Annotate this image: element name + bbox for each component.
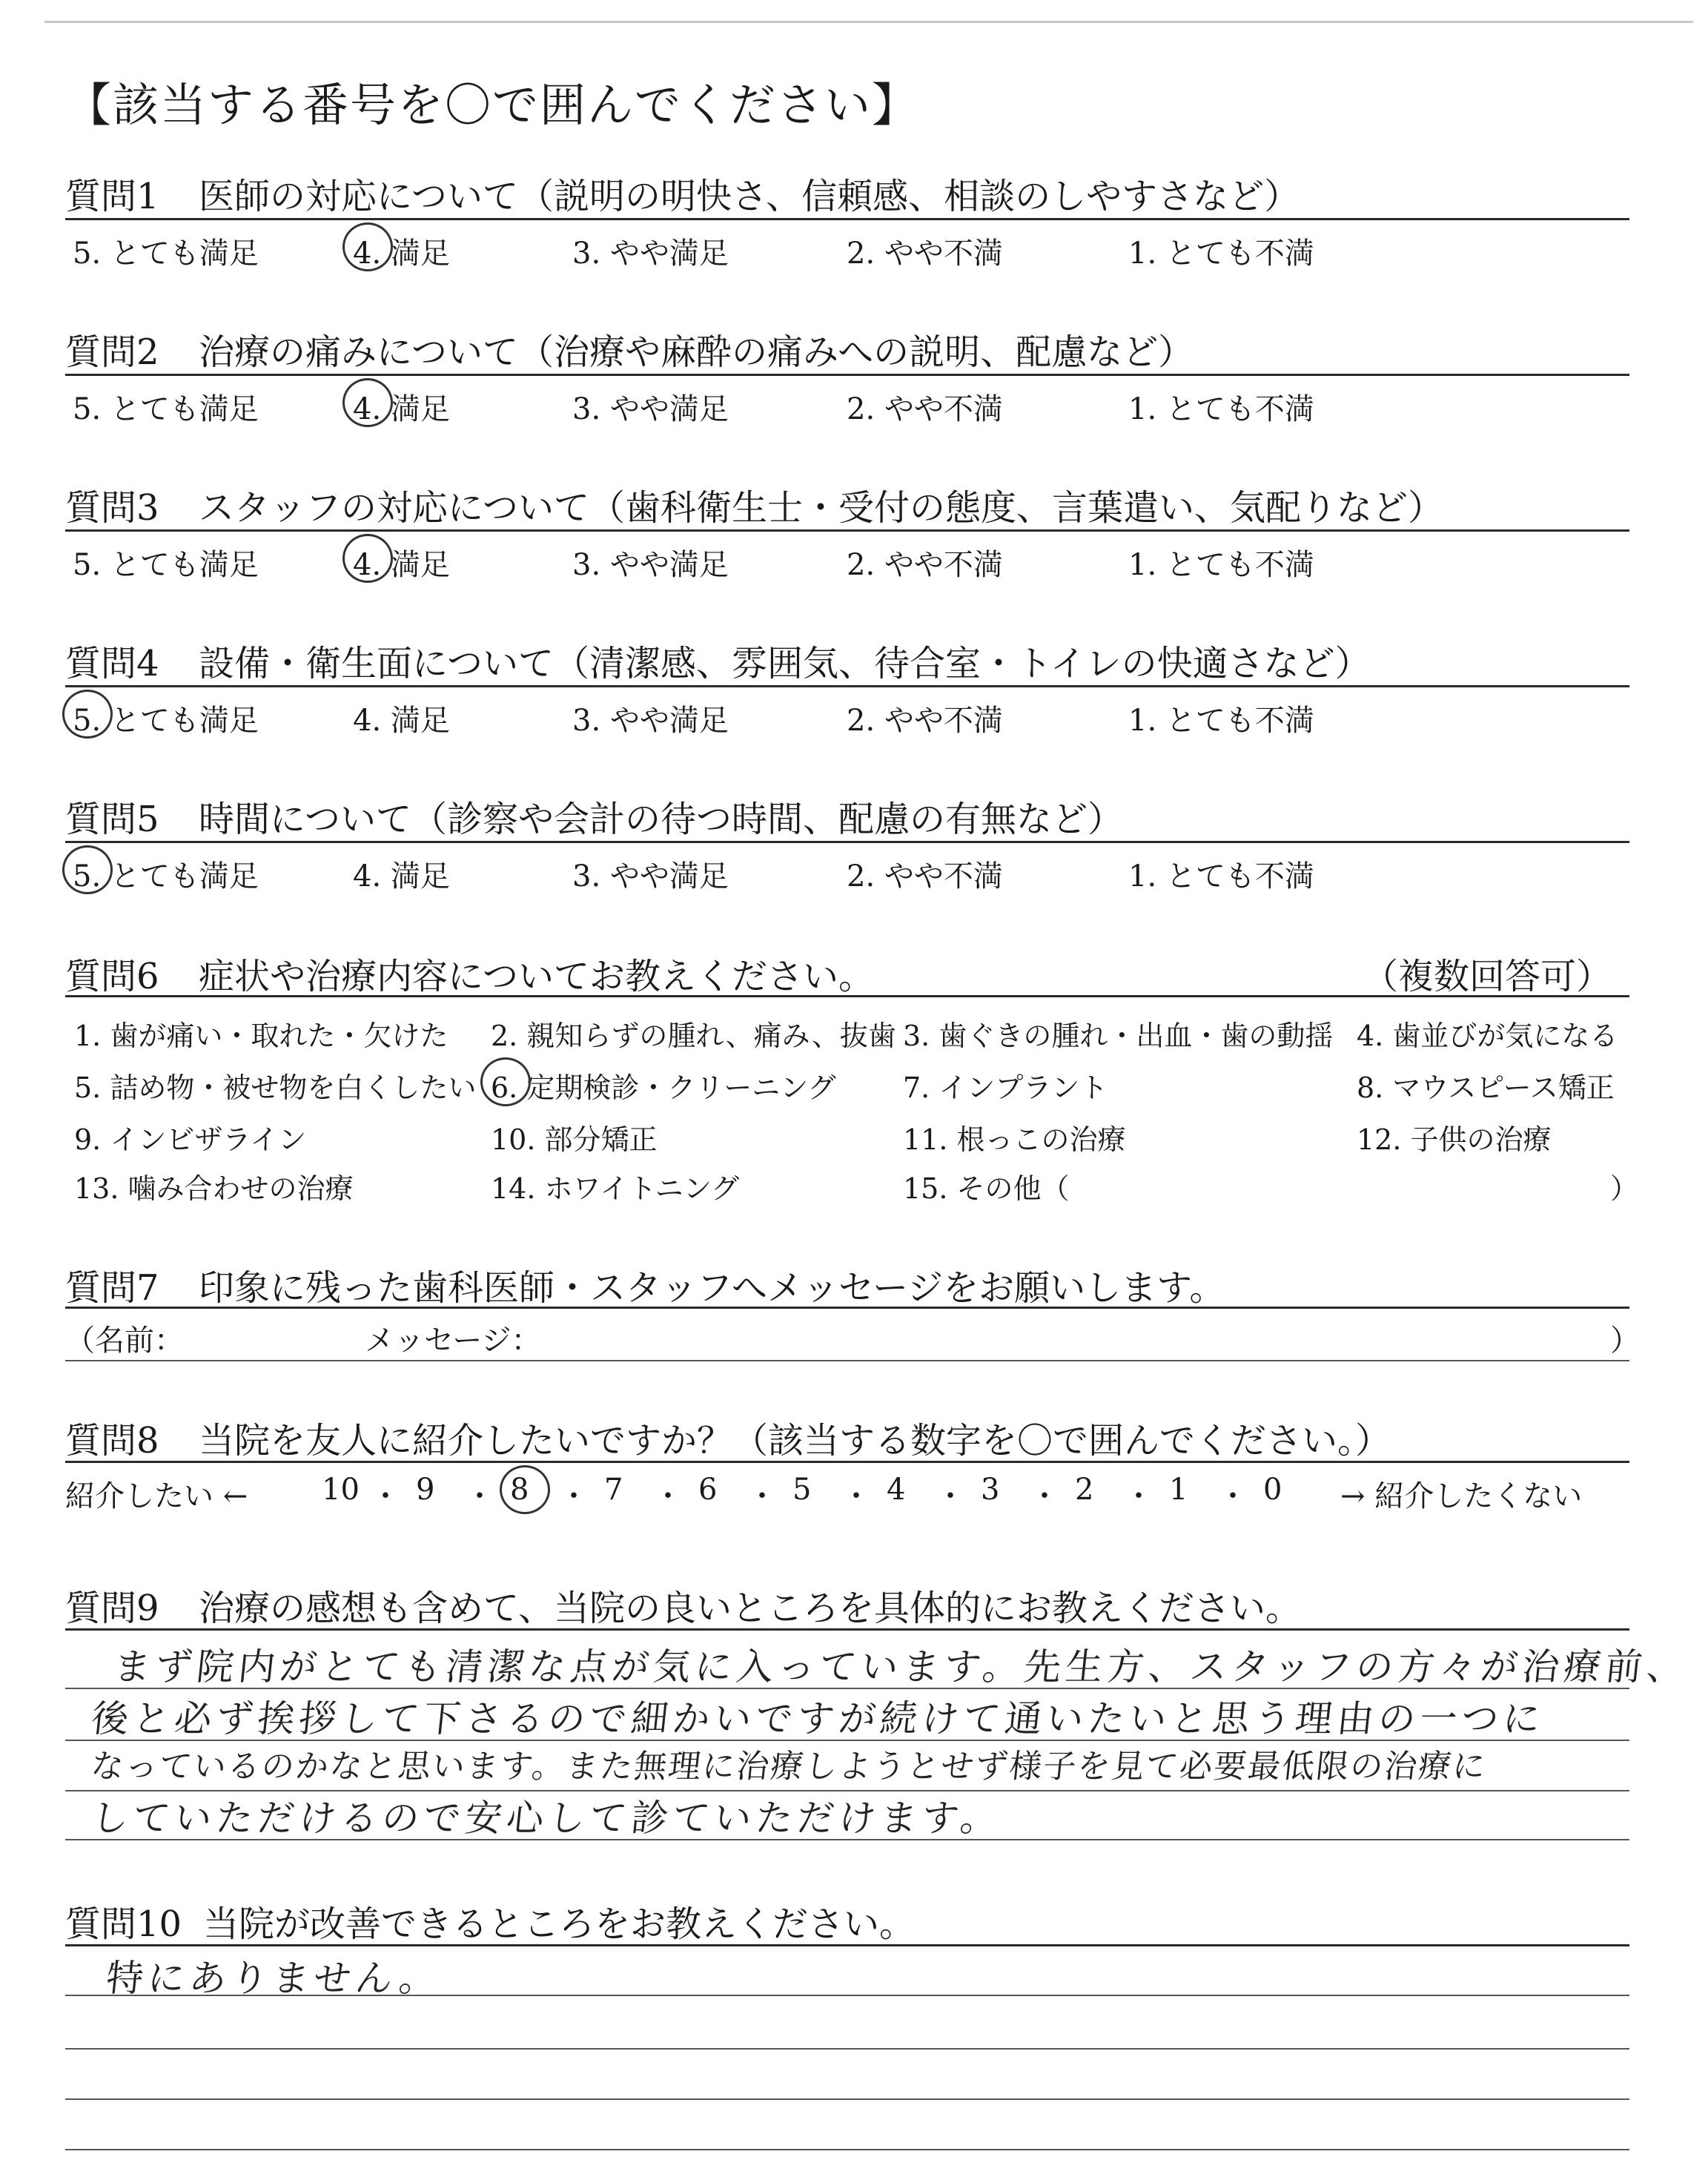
rating-option[interactable] [73,697,259,739]
q8-scale-value[interactable]: 9 [416,1473,435,1507]
rating-option[interactable]: 1. とても不満 [1128,859,1314,894]
q10-answer: 特にありません。 [104,1957,443,2000]
q6-option[interactable] [491,1065,836,1106]
q10-answer-line [65,2048,1629,2050]
q9-number: 質問9 [65,1588,159,1629]
rating-option[interactable]: 5. とても満足 [73,548,259,582]
q7-name-label: （名前： [65,1324,184,1358]
selection-circle: 4. 満足 [353,541,450,584]
q6-option[interactable]: 14. ホワイトニング [491,1172,740,1205]
question-rule [65,218,1629,220]
question-title [65,790,1123,842]
question-title [65,323,1194,374]
question-number: 質問5 [65,799,159,840]
scale-separator: ・ [371,1479,400,1513]
rating-option[interactable]: 1. とても不満 [1128,704,1314,738]
question-number: 質問4 [65,643,159,684]
q9-answer-line: なっているのかなと思います。また無理に治療しようとせず様子を見て必要最低限の治療に [89,1748,1489,1786]
form-heading: 【該当する番号を〇で囲んでください】 [65,78,920,132]
q8-number: 質問8 [65,1420,159,1462]
q10-title [65,1895,915,1946]
top-border [44,21,1693,23]
q8-scale-value[interactable]: 2 [1075,1473,1094,1507]
scale-separator: ・ [1030,1479,1059,1513]
question-number: 質問3 [65,487,159,529]
q7-text: 印象に残った歯科医師・スタッフへメッセージをお願いします。 [199,1267,1225,1309]
rating-option[interactable] [353,386,450,428]
q6-option[interactable]: 15. その他（ [903,1172,1070,1205]
q10-rule [65,1944,1629,1946]
q8-scale-value[interactable]: 10 [322,1473,360,1507]
q6-option[interactable]: 13. 噛み合わせの治療 [74,1172,354,1205]
question-rule [65,841,1629,843]
q10-text: 当院が改善できるところをお教えください。 [203,1903,916,1945]
q6-option[interactable]: 9. インビザライン [74,1123,307,1156]
q8-right-label: → 紹介したくない [1340,1479,1583,1513]
q9-answer-line: まず院内がとても清潔な点が気に入っています。先生方、スタッフの方々が治療前、 [111,1645,1691,1688]
question-number: 質問1 [65,176,159,217]
rating-option[interactable]: 4. 満足 [353,704,450,738]
q6-rule [65,995,1629,997]
rating-option[interactable]: 5. とても満足 [73,392,259,426]
question-text: 時間について（診察や会計の待つ時間、配慮の有無など） [199,799,1124,840]
q10-answer-line [65,2098,1629,2100]
rating-option[interactable]: 1. とても不満 [1128,392,1314,426]
question-rule [65,685,1629,687]
q6-option[interactable]: 12. 子供の治療 [1357,1123,1552,1156]
rating-option[interactable]: 1. とても不満 [1128,237,1314,271]
q6-number: 質問6 [65,956,159,997]
q8-scale-value[interactable]: 1 [1169,1473,1188,1507]
selection-circle: 6. 定期検診・クリーニング [491,1065,836,1106]
q8-scale-value[interactable]: 3 [981,1473,1000,1507]
q6-option[interactable]: 8. マウスピース矯正 [1357,1071,1615,1104]
selection-circle: 4. 満足 [353,230,450,272]
q8-title [65,1412,1391,1463]
rating-option[interactable] [73,853,259,895]
q8-left-label: 紹介したい ← [65,1479,248,1513]
question-title [65,479,1443,530]
q6-option[interactable]: 10. 部分矯正 [491,1123,658,1156]
q9-ruled-line [65,1839,1629,1840]
rating-option[interactable]: 1. とても不満 [1128,548,1314,582]
question-number: 質問2 [65,331,159,373]
rating-option[interactable]: 2. やや不満 [847,237,1003,271]
q9-title [65,1579,1301,1631]
scale-separator: ・ [653,1479,683,1513]
scale-separator: ・ [1218,1479,1248,1513]
q7-number: 質問7 [65,1267,159,1309]
q10-number: 質問10 [65,1903,182,1945]
q8-scale-value[interactable]: 4 [887,1473,906,1507]
q7-message-label: メッセージ： [365,1324,541,1358]
scale-separator: ・ [841,1479,871,1513]
question-text: 治療の痛みについて（治療や麻酔の痛みへの説明、配慮など） [199,331,1194,373]
rating-option[interactable]: 2. やや不満 [847,704,1003,738]
q6-option[interactable]: 11. 根っこの治療 [903,1123,1126,1156]
q7-rule [65,1307,1629,1309]
question-title [65,635,1371,686]
question-title [65,168,1300,219]
q9-answer-line: していただけるので安心して診ていただけます。 [89,1797,1004,1840]
q6-option[interactable]: 2. 親知らずの腫れ、痛み、抜歯 [491,1020,896,1052]
rating-option[interactable] [353,230,450,272]
question-text: 医師の対応について（説明の明快さ、信頼感、相談のしやすさなど） [199,176,1300,217]
q9-text: 治療の感想も含めて、当院の良いところを具体的にお教えください。 [199,1588,1302,1629]
rating-option[interactable]: 2. やや不満 [847,859,1003,894]
q6-option[interactable]: 4. 歯並びが気になる [1357,1020,1618,1052]
rating-option[interactable]: 3. やや満足 [572,548,729,582]
rating-option[interactable]: 4. 満足 [353,859,450,894]
rating-option[interactable]: 3. やや満足 [572,704,729,738]
selection-circle: 5. とても満足 [73,853,259,895]
rating-option[interactable]: 3. やや満足 [572,237,729,271]
q6-title [65,948,874,999]
q8-text: 当院を友人に紹介したいですか？（該当する数字を〇で囲んでください。） [199,1420,1391,1462]
rating-option[interactable]: 5. とても満足 [73,237,259,271]
rating-option[interactable]: 2. やや不満 [847,392,1003,426]
scale-separator: ・ [465,1479,494,1513]
q7-title [65,1259,1225,1310]
scale-separator: ・ [559,1479,589,1513]
selection-circle: 5. とても満足 [73,697,259,739]
q7-close-paren: ） [1610,1324,1640,1358]
q8-scale-value[interactable]: 7 [604,1473,623,1507]
q6-option[interactable]: 5. 詰め物・被せ物を白くしたい [74,1071,477,1104]
rating-option[interactable]: 3. やや満足 [572,859,729,894]
rating-option[interactable] [353,541,450,584]
q6-text: 症状や治療内容についてお教えください。 [199,956,875,997]
q6-option[interactable]: 7. インプラント [903,1071,1108,1104]
question-rule [65,374,1629,376]
rating-option[interactable]: 3. やや満足 [572,392,729,426]
q9-rule [65,1628,1629,1631]
q6-option[interactable]: 1. 歯が痛い・取れた・欠けた [74,1020,448,1052]
q8-scale-value[interactable]: 6 [698,1473,718,1507]
q8-scale-value[interactable] [510,1473,529,1507]
q6-option[interactable]: 3. 歯ぐきの腫れ・出血・歯の動揺 [903,1020,1334,1052]
scale-separator: ・ [747,1479,777,1513]
q6-note: （複数回答可） [1363,956,1612,997]
question-rule [65,529,1629,532]
q8-rule [65,1461,1629,1463]
rating-option[interactable]: 2. やや不満 [847,548,1003,582]
scale-separator: ・ [1124,1479,1153,1513]
q10-answer-line [65,2149,1629,2150]
scale-separator: ・ [936,1479,965,1513]
selection-circle: 8 [510,1473,529,1507]
selection-circle: 4. 満足 [353,386,450,428]
q8-scale-value[interactable]: 5 [792,1473,812,1507]
question-text: 設備・衛生面について（清潔感、雰囲気、待合室・トイレの快適さなど） [199,643,1371,684]
q7-answer-rule [65,1360,1629,1361]
q9-answer-line: 後と必ず挨拶して下さるので細かいですが続けて通いたいと思う理由の一つに [89,1697,1547,1740]
q10-answer-line [65,1995,1629,1996]
q8-scale-value[interactable]: 0 [1263,1473,1282,1507]
other-close-paren: ） [1610,1172,1639,1205]
question-text: スタッフの対応について（歯科衛生士・受付の態度、言葉遣い、気配りなど） [199,487,1444,529]
